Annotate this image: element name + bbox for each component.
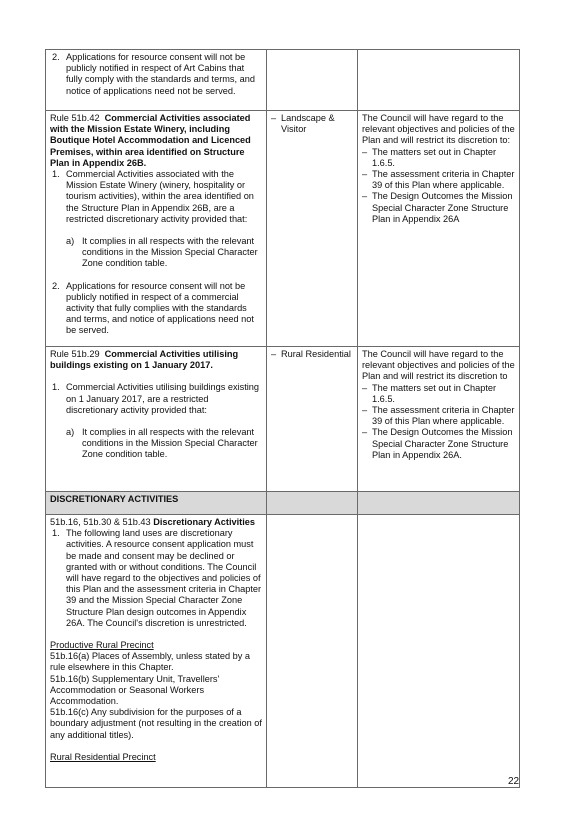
rule-cell: [46, 515, 267, 788]
discretion-cell: [358, 515, 520, 788]
discretion-item: – The Design Outcomes the Mission Special Character Zone Structure Plan in Appendix 26A: [362, 191, 513, 224]
section-heading-row: [46, 492, 520, 515]
discretion-cell: [358, 347, 520, 492]
rule-heading: Rule 51b.42 Commercial Activities associated with the Mission Estate Winery, including Boutique Hotel Accommodation and Licenced Premises, within area identified on Structure Plan in Appendix 26B.: [50, 113, 251, 168]
precinct-heading: Rural Residential Precinct: [50, 751, 156, 762]
precinct-heading: Productive Rural Precinct: [50, 640, 154, 651]
rule-heading: Rule 51b.29 Commercial Activities utilising buildings existing on 1 January 2017.: [50, 349, 239, 371]
table-row: [46, 50, 520, 111]
list-item: 1. Commercial Activities utilising buildings existing on 1 January 2017, are a restricted discretionary activity provided that:: [52, 382, 260, 415]
list-item: 2. Applications for resource consent will not be publicly notified in respect of a commercial activity that fully complies with the standards and terms, and notice of applications need not be served.: [52, 280, 254, 336]
table-row: [46, 347, 520, 492]
discretion-item: – The matters set out in Chapter 1.6.5.: [362, 146, 497, 168]
activity-table: [45, 49, 520, 788]
discretion-item: – The matters set out in Chapter 1.6.5.: [362, 382, 497, 404]
list-item: 2. Applications for resource consent will not be publicly notified in respect of Art Cabins that fully comply with the standards and terms, and notice of applications need not be served.: [52, 52, 255, 96]
rule-line: 51b.16(a) Places of Assembly, unless stated by a rule elsewhere in this Chapter.: [50, 651, 251, 673]
discretion-item: – The assessment criteria in Chapter 39 of this Plan where applicable.: [362, 405, 515, 427]
rule-cell: [46, 111, 267, 347]
sub-list-item: a) It complies in all respects with the relevant conditions in the Mission Special Character Zone condition table.: [66, 427, 258, 460]
heading-cell: [267, 492, 358, 515]
zone-item: – Rural Residential: [271, 349, 351, 359]
discretion-intro: The Council will have regard to the relevant objectives and policies of the Plan and will restrict its discretion to: [362, 349, 515, 382]
discretion-item: – The assessment criteria in Chapter 39 of this Plan where applicable.: [362, 169, 515, 191]
zone-cell: [267, 347, 358, 492]
discretion-cell: [358, 50, 520, 111]
rule-cell: [46, 347, 267, 492]
discretion-intro: The Council will have regard to the relevant objectives and policies of the Plan and will restrict its discretion to:: [362, 113, 515, 146]
sub-list-item: a) It complies in all respects with the relevant conditions in the Mission Special Character Zone condition table.: [66, 236, 258, 269]
page-number: 22: [508, 776, 520, 787]
heading-cell: [358, 492, 520, 515]
table-row: [46, 111, 520, 347]
table-row: [46, 515, 520, 788]
list-item: 1. The following land uses are discretionary activities. A resource consent application must be made and consent may be declined or granted with or without conditions. The Council will have regard to the objectives and policies of this Plan and the assessment criteria in Chapter 39 and the Mission Special Character Zone Structure Plan design outcomes in Appendix 26A. The Council's discretion is unrestricted.: [52, 528, 262, 628]
rule-heading: 51b.16, 51b.30 & 51b.43 Discretionary Activities: [50, 517, 256, 527]
discretion-item: – The Design Outcomes the Mission Special Character Zone Structure Plan in Appendix 26A.: [362, 427, 513, 460]
document-page: [45, 49, 520, 788]
zone-cell: [267, 515, 358, 788]
rule-cell: [46, 50, 267, 111]
zone-item: – Landscape & Visitor: [271, 113, 335, 135]
discretion-cell: [358, 111, 520, 347]
section-heading: DISCRETIONARY ACTIVITIES: [46, 492, 267, 515]
list-item: 1. Commercial Activities associated with the Mission Estate Winery (winery, hospitality or tourism activities), within the area identified on the Structure Plan in Appendix 26B, are a restricted discretionary activity provided that:: [52, 169, 254, 224]
rule-line: 51b.16(c) Any subdivision for the purposes of a boundary adjustment (not resulting in the creation of any additional titles).: [50, 707, 262, 740]
rule-line: 51b.16(b) Supplementary Unit, Travellers' Accommodation or Seasonal Workers Accommodation.: [50, 673, 220, 707]
zone-cell: [267, 50, 358, 111]
zone-cell: [267, 111, 358, 347]
